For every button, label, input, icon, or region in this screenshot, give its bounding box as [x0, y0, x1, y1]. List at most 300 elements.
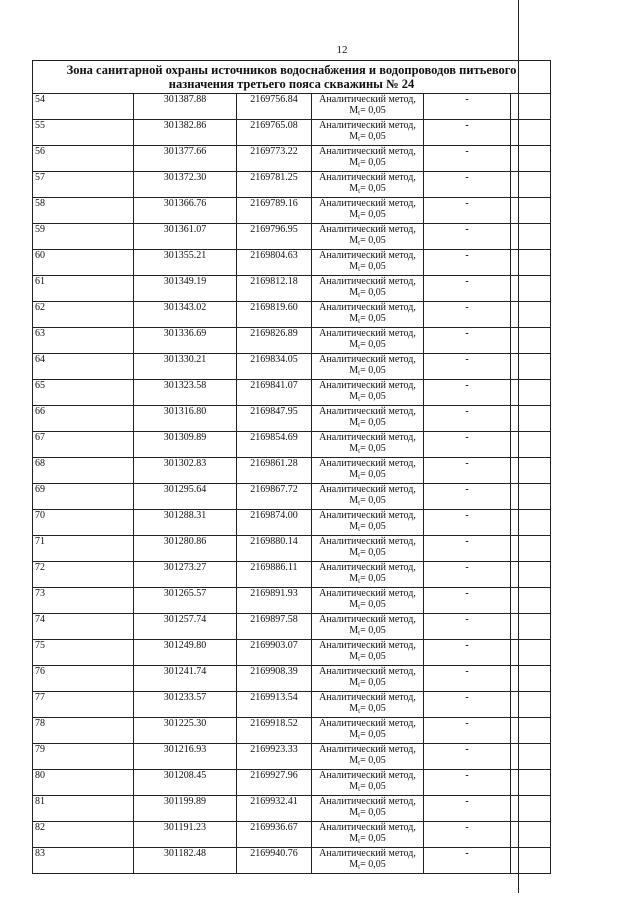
point-number: 83 — [33, 848, 134, 874]
coordinate-y: 2169886.11 — [237, 562, 312, 588]
method-accuracy: = 0,05 — [360, 599, 386, 610]
coordinate-x: 301343.02 — [134, 302, 237, 328]
method-accuracy: = 0,05 — [360, 755, 386, 766]
table-row — [33, 146, 551, 172]
method-accuracy: = 0,05 — [360, 833, 386, 844]
table-row — [33, 120, 551, 146]
method-accuracy: = 0,05 — [360, 417, 386, 428]
method-subscript: t — [358, 291, 361, 299]
value-cell: - — [424, 718, 511, 744]
method-subscript: t — [358, 525, 361, 533]
method-accuracy: = 0,05 — [360, 781, 386, 792]
method-label: Аналитический метод, — [319, 640, 416, 651]
method-m: M — [349, 157, 359, 168]
method-label: Аналитический метод, — [319, 718, 416, 729]
table-row — [33, 692, 551, 718]
empty-cell — [511, 250, 551, 276]
method-cell — [312, 666, 424, 692]
method-accuracy: = 0,05 — [360, 469, 386, 480]
empty-cell — [511, 224, 551, 250]
method-label: Аналитический метод, — [319, 744, 416, 755]
method-m: M — [349, 469, 359, 480]
empty-cell — [511, 354, 551, 380]
method-subscript: t — [358, 733, 361, 741]
page-number: 12 — [336, 44, 348, 56]
method-label: Аналитический метод, — [319, 172, 416, 183]
point-number: 66 — [33, 406, 134, 432]
empty-cell — [511, 432, 551, 458]
point-number: 77 — [33, 692, 134, 718]
empty-cell — [511, 562, 551, 588]
coordinate-x: 301372.30 — [134, 172, 237, 198]
method-accuracy: = 0,05 — [360, 261, 386, 272]
coordinate-x: 301288.31 — [134, 510, 237, 536]
method-m: M — [349, 313, 359, 324]
empty-cell — [511, 380, 551, 406]
method-label: Аналитический метод, — [319, 302, 416, 313]
coordinate-y: 2169867.72 — [237, 484, 312, 510]
method-label: Аналитический метод, — [319, 692, 416, 703]
coordinate-x: 301309.89 — [134, 432, 237, 458]
coordinate-y: 2169804.63 — [237, 250, 312, 276]
empty-cell — [511, 510, 551, 536]
table-row — [33, 328, 551, 354]
point-number: 80 — [33, 770, 134, 796]
method-cell — [312, 562, 424, 588]
method-subscript: t — [358, 239, 361, 247]
method-label: Аналитический метод, — [319, 796, 416, 807]
method-subscript: t — [358, 473, 361, 481]
method-accuracy: = 0,05 — [360, 157, 386, 168]
method-accuracy: = 0,05 — [360, 677, 386, 688]
method-label: Аналитический метод, — [319, 510, 416, 521]
point-number: 67 — [33, 432, 134, 458]
method-accuracy: = 0,05 — [360, 547, 386, 558]
empty-cell — [511, 692, 551, 718]
method-accuracy: = 0,05 — [360, 339, 386, 350]
method-accuracy: = 0,05 — [360, 183, 386, 194]
coordinate-y: 2169903.07 — [237, 640, 312, 666]
value-cell: - — [424, 302, 511, 328]
coordinate-y: 2169913.54 — [237, 692, 312, 718]
method-cell — [312, 276, 424, 302]
value-cell: - — [424, 354, 511, 380]
method-subscript: t — [358, 837, 361, 845]
coordinate-y: 2169796.95 — [237, 224, 312, 250]
empty-cell — [511, 640, 551, 666]
method-subscript: t — [358, 447, 361, 455]
method-subscript: t — [358, 369, 361, 377]
method-accuracy: = 0,05 — [360, 313, 386, 324]
coordinate-y: 2169819.60 — [237, 302, 312, 328]
table-row — [33, 276, 551, 302]
coordinate-y: 2169781.25 — [237, 172, 312, 198]
point-number: 82 — [33, 822, 134, 848]
coordinate-x: 301382.86 — [134, 120, 237, 146]
method-m: M — [349, 521, 359, 532]
method-accuracy: = 0,05 — [360, 495, 386, 506]
method-m: M — [349, 833, 359, 844]
method-accuracy: = 0,05 — [360, 131, 386, 142]
table-row — [33, 536, 551, 562]
method-subscript: t — [358, 681, 361, 689]
table-row — [33, 172, 551, 198]
method-subscript: t — [358, 707, 361, 715]
value-cell: - — [424, 484, 511, 510]
table-row — [33, 406, 551, 432]
coordinate-x: 301355.21 — [134, 250, 237, 276]
table-row — [33, 718, 551, 744]
value-cell: - — [424, 328, 511, 354]
coordinate-x: 301182.48 — [134, 848, 237, 874]
method-m: M — [349, 339, 359, 350]
value-cell: - — [424, 640, 511, 666]
value-cell: - — [424, 822, 511, 848]
empty-cell — [511, 484, 551, 510]
method-label: Аналитический метод, — [319, 848, 416, 859]
method-cell — [312, 146, 424, 172]
empty-cell — [511, 536, 551, 562]
title-line-2: назначения третьего пояса скважины № 24 — [168, 77, 415, 91]
method-label: Аналитический метод, — [319, 198, 416, 209]
method-accuracy: = 0,05 — [360, 287, 386, 298]
value-cell: - — [424, 796, 511, 822]
coordinate-x: 301216.93 — [134, 744, 237, 770]
coordinate-x: 301361.07 — [134, 224, 237, 250]
coordinate-x: 301273.27 — [134, 562, 237, 588]
coordinate-x: 301295.64 — [134, 484, 237, 510]
method-accuracy: = 0,05 — [360, 625, 386, 636]
method-cell — [312, 536, 424, 562]
table-row — [33, 380, 551, 406]
empty-cell — [511, 94, 551, 120]
method-m: M — [349, 105, 359, 116]
table-row — [33, 822, 551, 848]
method-cell — [312, 354, 424, 380]
empty-cell — [511, 796, 551, 822]
method-accuracy: = 0,05 — [360, 391, 386, 402]
method-subscript: t — [358, 213, 361, 221]
value-cell: - — [424, 458, 511, 484]
value-cell: - — [424, 172, 511, 198]
point-number: 56 — [33, 146, 134, 172]
coordinate-x: 301257.74 — [134, 614, 237, 640]
coordinate-x: 301387.88 — [134, 94, 237, 120]
coordinate-y: 2169908.39 — [237, 666, 312, 692]
method-subscript: t — [358, 811, 361, 819]
coordinate-y: 2169927.96 — [237, 770, 312, 796]
method-label: Аналитический метод, — [319, 822, 416, 833]
coordinate-y: 2169789.16 — [237, 198, 312, 224]
coordinate-x: 301336.69 — [134, 328, 237, 354]
method-subscript: t — [358, 421, 361, 429]
value-cell: - — [424, 562, 511, 588]
table-row — [33, 198, 551, 224]
method-m: M — [349, 729, 359, 740]
coordinate-y: 2169923.33 — [237, 744, 312, 770]
coordinate-y: 2169940.76 — [237, 848, 312, 874]
method-label: Аналитический метод, — [319, 614, 416, 625]
table-row — [33, 94, 551, 120]
point-number: 74 — [33, 614, 134, 640]
empty-cell — [511, 276, 551, 302]
coordinate-x: 301377.66 — [134, 146, 237, 172]
empty-cell — [511, 718, 551, 744]
method-label: Аналитический метод, — [319, 770, 416, 781]
coordinate-x: 301249.80 — [134, 640, 237, 666]
table-title-row — [33, 61, 551, 94]
point-number: 57 — [33, 172, 134, 198]
method-subscript: t — [358, 265, 361, 273]
coordinates-table — [32, 60, 551, 874]
empty-cell — [511, 406, 551, 432]
point-number: 78 — [33, 718, 134, 744]
method-m: M — [349, 599, 359, 610]
method-m: M — [349, 443, 359, 454]
method-cell — [312, 822, 424, 848]
table-row — [33, 250, 551, 276]
method-label: Аналитический метод, — [319, 328, 416, 339]
empty-cell — [511, 822, 551, 848]
table-row — [33, 224, 551, 250]
coordinate-y: 2169897.58 — [237, 614, 312, 640]
method-cell — [312, 172, 424, 198]
value-cell: - — [424, 744, 511, 770]
empty-cell — [511, 458, 551, 484]
point-number: 75 — [33, 640, 134, 666]
coordinate-y: 2169918.52 — [237, 718, 312, 744]
method-subscript: t — [358, 161, 361, 169]
method-accuracy: = 0,05 — [360, 703, 386, 714]
method-m: M — [349, 417, 359, 428]
value-cell: - — [424, 770, 511, 796]
method-accuracy: = 0,05 — [360, 365, 386, 376]
method-m: M — [349, 495, 359, 506]
method-accuracy: = 0,05 — [360, 443, 386, 454]
method-cell — [312, 406, 424, 432]
method-m: M — [349, 209, 359, 220]
coordinate-x: 301302.83 — [134, 458, 237, 484]
table-row — [33, 562, 551, 588]
coordinate-y: 2169756.84 — [237, 94, 312, 120]
point-number: 59 — [33, 224, 134, 250]
method-cell — [312, 458, 424, 484]
method-cell — [312, 588, 424, 614]
coordinate-y: 2169826.89 — [237, 328, 312, 354]
table-row — [33, 354, 551, 380]
method-m: M — [349, 365, 359, 376]
method-subscript: t — [358, 863, 361, 871]
table-row — [33, 640, 551, 666]
coordinate-x: 301225.30 — [134, 718, 237, 744]
method-cell — [312, 614, 424, 640]
method-m: M — [349, 755, 359, 766]
method-m: M — [349, 807, 359, 818]
point-number: 64 — [33, 354, 134, 380]
method-m: M — [349, 235, 359, 246]
coordinate-x: 301316.80 — [134, 406, 237, 432]
point-number: 62 — [33, 302, 134, 328]
value-cell: - — [424, 692, 511, 718]
point-number: 73 — [33, 588, 134, 614]
point-number: 55 — [33, 120, 134, 146]
method-cell — [312, 692, 424, 718]
method-accuracy: = 0,05 — [360, 235, 386, 246]
method-subscript: t — [358, 109, 361, 117]
coordinate-x: 301323.58 — [134, 380, 237, 406]
method-subscript: t — [358, 187, 361, 195]
method-cell — [312, 250, 424, 276]
method-accuracy: = 0,05 — [360, 859, 386, 870]
coordinate-y: 2169880.14 — [237, 536, 312, 562]
empty-cell — [511, 770, 551, 796]
table-row — [33, 302, 551, 328]
method-accuracy: = 0,05 — [360, 651, 386, 662]
method-m: M — [349, 131, 359, 142]
coordinate-y: 2169874.00 — [237, 510, 312, 536]
value-cell: - — [424, 120, 511, 146]
coordinate-y: 2169854.69 — [237, 432, 312, 458]
table-row — [33, 744, 551, 770]
coordinate-x: 301241.74 — [134, 666, 237, 692]
value-cell: - — [424, 614, 511, 640]
empty-cell — [511, 614, 551, 640]
method-label: Аналитический метод, — [319, 120, 416, 131]
method-m: M — [349, 677, 359, 688]
method-cell — [312, 510, 424, 536]
coordinate-x: 301265.57 — [134, 588, 237, 614]
method-accuracy: = 0,05 — [360, 807, 386, 818]
table-row — [33, 666, 551, 692]
value-cell: - — [424, 588, 511, 614]
method-m: M — [349, 781, 359, 792]
coordinate-y: 2169847.95 — [237, 406, 312, 432]
coordinate-y: 2169765.08 — [237, 120, 312, 146]
method-cell — [312, 432, 424, 458]
coordinate-y: 2169812.18 — [237, 276, 312, 302]
coordinate-x: 301233.57 — [134, 692, 237, 718]
method-cell — [312, 380, 424, 406]
empty-cell — [511, 744, 551, 770]
method-cell — [312, 224, 424, 250]
method-subscript: t — [358, 499, 361, 507]
coordinate-y: 2169891.93 — [237, 588, 312, 614]
empty-cell — [511, 198, 551, 224]
value-cell: - — [424, 666, 511, 692]
method-cell — [312, 94, 424, 120]
value-cell: - — [424, 380, 511, 406]
method-label: Аналитический метод, — [319, 146, 416, 157]
value-cell: - — [424, 432, 511, 458]
method-subscript: t — [358, 759, 361, 767]
point-number: 71 — [33, 536, 134, 562]
method-cell — [312, 302, 424, 328]
table-title — [33, 61, 551, 94]
value-cell: - — [424, 224, 511, 250]
value-cell: - — [424, 94, 511, 120]
point-number: 76 — [33, 666, 134, 692]
method-label: Аналитический метод, — [319, 224, 416, 235]
empty-cell — [511, 172, 551, 198]
coordinate-y: 2169773.22 — [237, 146, 312, 172]
method-cell — [312, 770, 424, 796]
value-cell: - — [424, 250, 511, 276]
point-number: 79 — [33, 744, 134, 770]
coordinate-x: 301349.19 — [134, 276, 237, 302]
point-number: 72 — [33, 562, 134, 588]
method-subscript: t — [358, 551, 361, 559]
method-cell — [312, 640, 424, 666]
method-m: M — [349, 625, 359, 636]
method-label: Аналитический метод, — [319, 484, 416, 495]
coordinate-x: 301366.76 — [134, 198, 237, 224]
point-number: 58 — [33, 198, 134, 224]
method-subscript: t — [358, 577, 361, 585]
table-row — [33, 796, 551, 822]
table-row — [33, 484, 551, 510]
method-label: Аналитический метод, — [319, 276, 416, 287]
method-label: Аналитический метод, — [319, 354, 416, 365]
value-cell: - — [424, 510, 511, 536]
title-line-1: Зона санитарной охраны источников водоснабжения и водопроводов питьевого — [66, 63, 517, 77]
method-m: M — [349, 573, 359, 584]
coordinate-x: 301199.89 — [134, 796, 237, 822]
coordinate-x: 301330.21 — [134, 354, 237, 380]
empty-cell — [511, 848, 551, 874]
method-m: M — [349, 261, 359, 272]
method-subscript: t — [358, 343, 361, 351]
method-label: Аналитический метод, — [319, 406, 416, 417]
value-cell: - — [424, 406, 511, 432]
coordinate-y: 2169861.28 — [237, 458, 312, 484]
method-m: M — [349, 703, 359, 714]
method-cell — [312, 120, 424, 146]
coordinate-x: 301208.45 — [134, 770, 237, 796]
point-number: 54 — [33, 94, 134, 120]
method-cell — [312, 848, 424, 874]
empty-cell — [511, 588, 551, 614]
method-subscript: t — [358, 785, 361, 793]
method-label: Аналитический метод, — [319, 458, 416, 469]
method-cell — [312, 796, 424, 822]
coordinate-x: 301280.86 — [134, 536, 237, 562]
method-m: M — [349, 287, 359, 298]
point-number: 69 — [33, 484, 134, 510]
method-label: Аналитический метод, — [319, 588, 416, 599]
table-row — [33, 458, 551, 484]
point-number: 68 — [33, 458, 134, 484]
method-accuracy: = 0,05 — [360, 209, 386, 220]
method-accuracy: = 0,05 — [360, 729, 386, 740]
point-number: 61 — [33, 276, 134, 302]
method-label: Аналитический метод, — [319, 536, 416, 547]
method-m: M — [349, 651, 359, 662]
value-cell: - — [424, 276, 511, 302]
value-cell: - — [424, 198, 511, 224]
table-row — [33, 510, 551, 536]
method-label: Аналитический метод, — [319, 380, 416, 391]
value-cell: - — [424, 146, 511, 172]
method-subscript: t — [358, 395, 361, 403]
method-subscript: t — [358, 655, 361, 663]
table-row — [33, 588, 551, 614]
table-row — [33, 432, 551, 458]
point-number: 81 — [33, 796, 134, 822]
coordinate-y: 2169841.07 — [237, 380, 312, 406]
method-cell — [312, 744, 424, 770]
empty-cell — [511, 666, 551, 692]
coordinate-x: 301191.23 — [134, 822, 237, 848]
